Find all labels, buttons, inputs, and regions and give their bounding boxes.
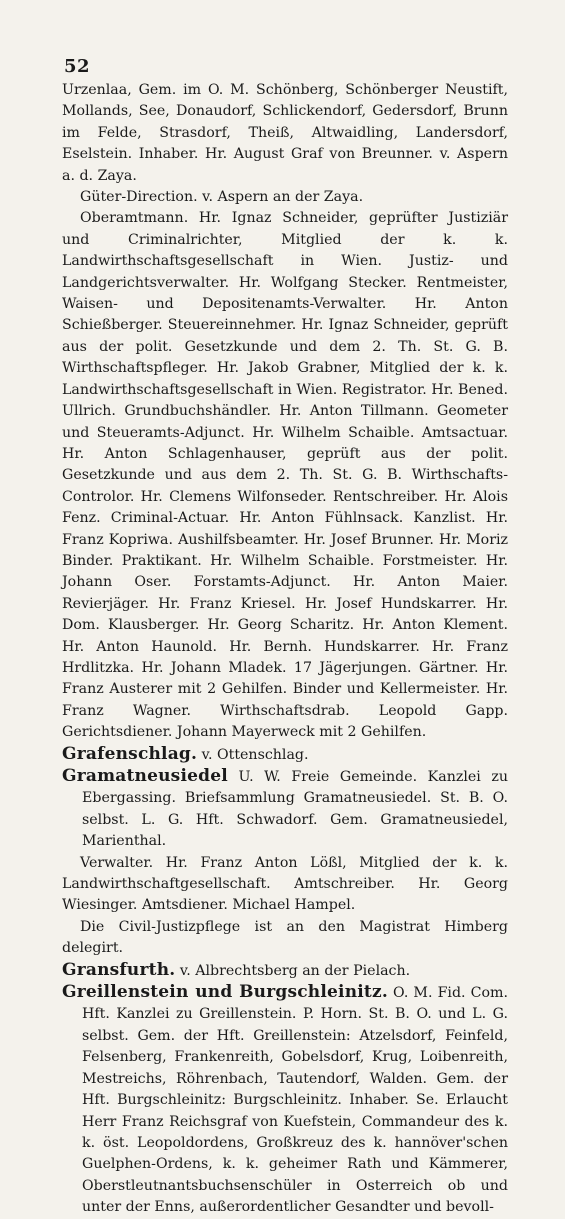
entry-headword: Gramatneusiedel <box>62 766 228 786</box>
body-paragraph: Die Civil-Justizpflege ist an den Magistrat Himberg delegirt. <box>62 918 508 957</box>
body-paragraph: Verwalter. Hr. Franz Anton Lößl, Mitglied der k. k. Landwirthschaftgesellschaft. Amtschreiber. Hr. Georg Wiesinger. Amtsdiener. Michael Hampel. <box>62 854 508 914</box>
page-body <box>62 80 508 1219</box>
entry-headword: Greillenstein und Burgschleinitz. <box>62 982 388 1003</box>
page-number: 52 <box>64 56 91 77</box>
gazetteer-entry <box>62 982 508 1218</box>
continued-paragraph: Urzenlaa, Gem. im O. M. Schönberg, Schönberger Neustift, Mollands, See, Donaudorf, Schlickendorf, Gedersdorf, Brunn im Felde, Strasdorf, Theiß, Altwaidling, Landersdorf, Eselstein. Inhaber. Hr. August Graf von Breunner. v. Aspern a. d. Zaya. <box>62 82 508 184</box>
gazetteer-entry <box>62 766 508 853</box>
body-paragraph: Güter-Direction. v. Aspern an der Zaya. <box>80 189 364 206</box>
gazetteer-entry <box>62 960 508 982</box>
entry-headword: Gransfurth. <box>62 959 176 980</box>
entry-text: U. W. Freie Gemeinde. Kanzlei zu Ebergassing. Briefsammlung Gramatneusiedel. St. B. O. selbst. L. G. Hft. Schwadorf. Gem. Gramatneusiedel, Marienthal. <box>82 769 508 850</box>
gazetteer-entry <box>62 744 508 766</box>
entry-text: v. Ottenschlag. <box>197 746 309 763</box>
entry-text: O. M. Fid. Com. Hft. Kanzlei zu Greillenstein. P. Horn. St. B. O. und L. G. selbst. Gem. der Hft. Greillenstein: Atzelsdorf, Feinfeld, Felsenberg, Frankenreith, Gobelsdorf, Krug, Loibenreith, Mestreichs, Röhrenbach, Tautendorf, Walden. Gem. der Hft. Burgschleinitz: Burgschleinitz. Inhaber. Se. Erlaucht Herr Franz Reichsgraf von Kuefstein, Commandeur des k. k. öst. Leopoldordens, Großkreuz des k. hannöver'schen Guelphen-Ordens, k. k. geheimer Rath und Kämmerer, Oberstleutnantsbuchsenschüler in Osterreich ob und unter der Enns, außerordentlicher Gesandter und bevoll- <box>82 985 508 1216</box>
entry-text: v. Albrechtsberg an der Pielach. <box>175 962 411 979</box>
body-paragraph: Oberamtmann. Hr. Ignaz Schneider, geprüfter Justiziär und Criminalrichter, Mitglied der k. k. Landwirthschaftsgesellschaft in Wien. Justiz- und Landgerichtsverwalter. Hr. Wolfgang Stecker. Rentmeister, Waisen- und Depositenamts-Verwalter. Hr. Anton Schießberger. Steuereinnehmer. Hr. Ignaz Schneider, geprüft aus der polit. Gesetzkunde und dem 2. Th. St. G. B. Wirthschaftspfleger. Hr. Jakob Grabner, Mitglied der k. k. Landwirthschaftsgesellschaft in Wien. Registrator. Hr. Bened. Ullrich. Grundbuchshändler. Hr. Anton Tillmann. Geometer und Steueramts-Adjunct. Hr. Wilhelm Schaible. Amtsactuar. Hr. Anton Schlagenhauser, geprüft aus der polit. Gesetzkunde und aus dem 2. Th. St. G. B. Wirthschafts-Controlor. Hr. Clemens Wilfonseder. Rentschreiber. Hr. Alois Fenz. Criminal-Actuar. Hr. Anton Fühlnsack. Kanzlist. Hr. Franz Kopriwa. Aushilfsbeamter. Hr. Josef Brunner. Hr. Moriz Binder. Praktikant. Hr. Wilhelm Schaible. Forstmeister. Hr. Johann Oser. Forstamts-Adjunct. Hr. Anton Maier. Revierjäger. Hr. Franz Kriesel. Hr. Josef Hundskarrer. Hr. Dom. Klausberger. Hr. Georg Scharitz. Hr. Anton Klement. Hr. Anton Haunold. Hr. Bernh. Hundskarrer. Hr. Franz Hrdlitzka. Hr. Johann Mladek. 17 Jägerjungen. Gärtner. Hr. Franz Austerer mit 2 Gehilfen. Binder und Kellermeister. Hr. Franz Wagner. Wirthschaftsdrab. Leopold Gapp. Gerichtsdiener. Johann Mayerweck mit 2 Gehilfen. <box>62 210 508 741</box>
entry-headword: Grafenschlag. <box>62 743 198 764</box>
